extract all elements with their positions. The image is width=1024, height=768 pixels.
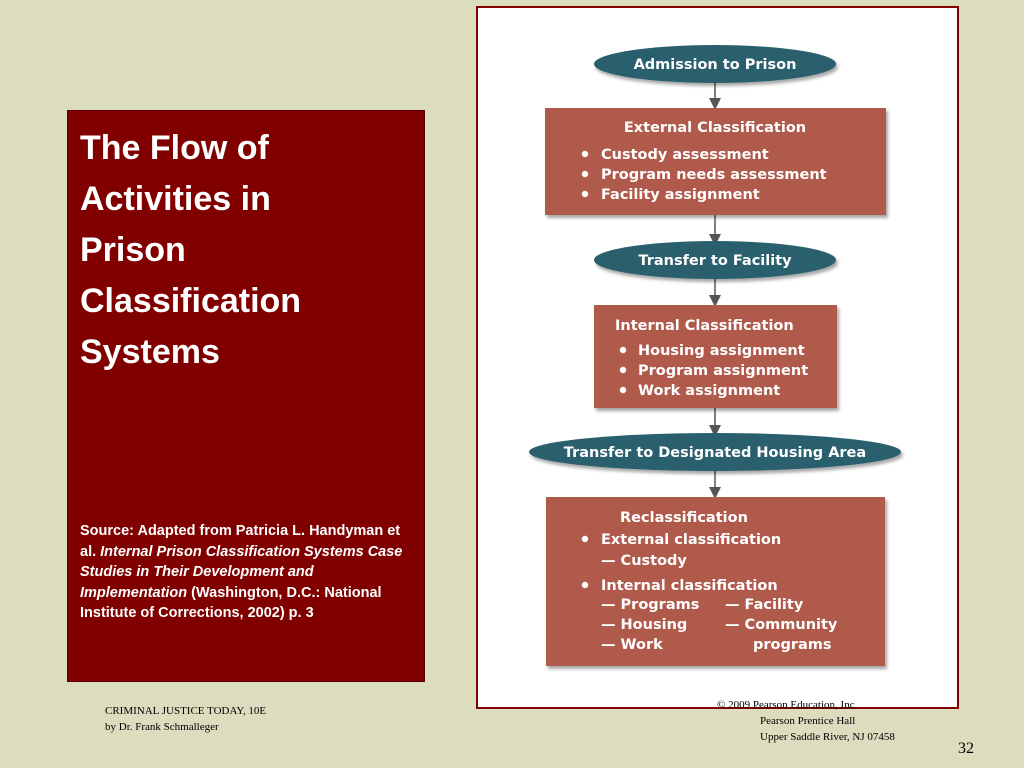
title-line: The Flow of <box>80 129 269 167</box>
source-title: Internal Prison Classification Systems Case Studies in Their Development and Implementation <box>80 543 403 601</box>
list-item: Program assignment <box>638 363 809 379</box>
list-item: External classification <box>601 532 782 548</box>
bullet-icon <box>620 367 626 373</box>
bullet-icon <box>582 582 588 588</box>
page-number: 32 <box>958 740 974 757</box>
bullet-icon <box>582 151 588 157</box>
title-line: Classification <box>80 282 302 320</box>
title-line: Activities in <box>80 180 271 218</box>
box1-heading: External Classification <box>623 120 807 136</box>
bullet-icon <box>582 536 588 542</box>
list-item: Program needs assessment <box>601 167 827 183</box>
footer-publisher: Pearson Prentice Hall <box>760 715 856 727</box>
sub-item: — Work <box>601 637 663 653</box>
oval-transfer-facility-label: Transfer to Facility <box>638 253 792 269</box>
sub-item: programs <box>753 637 832 653</box>
title-line: Prison <box>80 231 186 269</box>
source-suffix: (Washington, D.C.: National Institute of Corrections, 2002) p. 3 <box>80 584 382 621</box>
sub-item: — Programs <box>601 597 700 613</box>
bullet-icon <box>582 191 588 197</box>
box2-heading: Internal Classification <box>615 318 794 334</box>
sub-item: — Custody <box>601 553 687 569</box>
bullet-icon <box>620 387 626 393</box>
bullet-icon <box>620 347 626 353</box>
box3-heading: Reclassification <box>620 510 748 526</box>
sub-item: — Housing <box>601 617 688 633</box>
list-item: Custody assessment <box>601 147 769 163</box>
footer-address: Upper Saddle River, NJ 07458 <box>760 731 895 743</box>
list-item: Internal classification <box>601 578 778 594</box>
list-item: Housing assignment <box>638 343 805 359</box>
sub-item: — Facility <box>725 597 804 613</box>
footer-left <box>105 703 266 735</box>
sub-item: — Community <box>725 617 838 633</box>
footer-right <box>717 701 895 745</box>
footer-copyright: © 2009 Pearson Education, Inc <box>717 699 855 711</box>
footer-book-title: CRIMINAL JUSTICE TODAY, 10E <box>105 705 267 717</box>
oval-admission-label: Admission to Prison <box>633 57 797 73</box>
list-item: Work assignment <box>638 383 781 399</box>
title-line: Systems <box>80 333 220 371</box>
oval-transfer-housing-label: Transfer to Designated Housing Area <box>563 445 867 461</box>
footer-author: by Dr. Frank Schmalleger <box>105 721 219 733</box>
source-prefix: Source: Adapted from Patricia L. Handyman et al. <box>80 523 401 560</box>
box2-list <box>620 343 808 399</box>
bullet-icon <box>582 171 588 177</box>
list-item: Facility assignment <box>601 187 760 203</box>
